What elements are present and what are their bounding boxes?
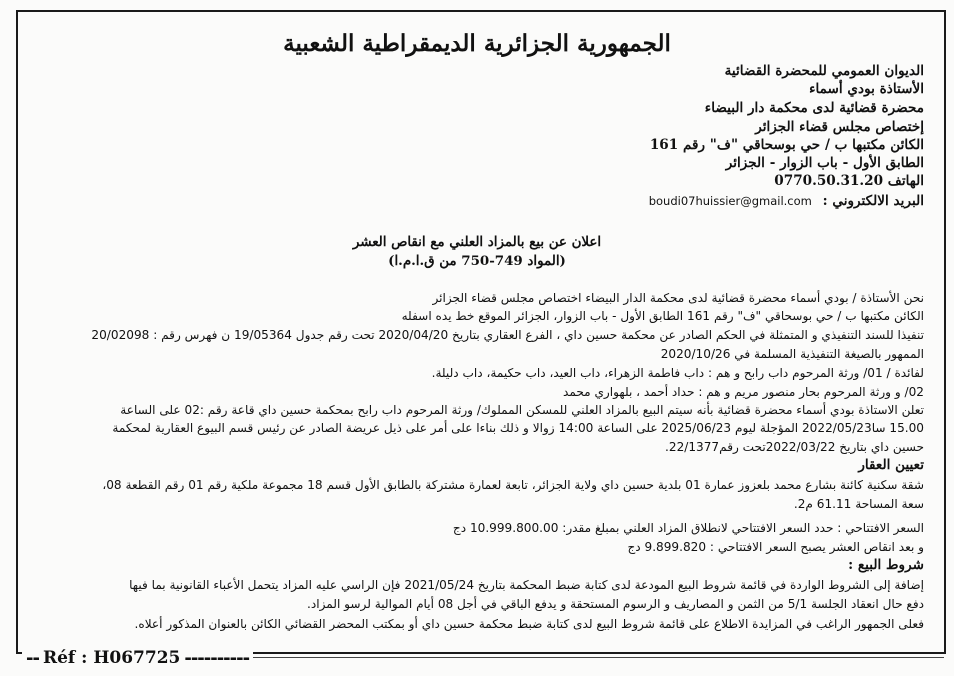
header-line-jurisdiction: إختصاص مجلس قضاء الجزائر	[755, 119, 924, 135]
conditions-line-1: إضافة إلى الشروط الواردة في قائمة شروط البيع المودعة لدى كتابة ضبط المحكمة بتاريخ 2021/05/24 فإن الراسي عليه المزاد يتحمل الأعباء القانونية بما فيها	[129, 578, 924, 592]
announcement-title: اعلان عن بيع بالمزاد العلني مع انقاص العشر	[352, 234, 602, 250]
body-line-5: لفائدة / 01/ ورثة المرحوم داب رابح و هم : داب فاطمة الزهراء، داب العيد، داب حكيمة، داب دليلة.	[431, 366, 924, 380]
reference-dash-right: ----------	[184, 647, 250, 669]
price-line-opening: السعر الافتتاحي : حدد السعر الافتتاحي لانطلاق المزاد العلني بمبلغ مقدر: 10.999.800.00 دج	[452, 521, 924, 535]
header-line-court: محضرة قضائية لدى محكمة دار البيضاء	[704, 100, 924, 116]
header-line-phone: الهاتف 0770.50.31.20	[774, 173, 924, 189]
footer-rule	[190, 657, 944, 658]
header-line-name: الأستاذة بودي أسماء	[809, 81, 924, 97]
announcement-subtitle: (المواد 749-750 من ق.ا.م.ا)	[388, 253, 566, 269]
property-line-2: سعة المساحة 61.11 م2.	[793, 497, 924, 511]
conditions-line-3: فعلى الجمهور الراغب في المزايدة الاطلاع على قائمة شروط البيع لدى كتابة ضبط محكمة حسين داي أو بمكتب المحضر القضائي الكائن بالعنوان المذكور أعلاه.	[134, 617, 924, 631]
email-label: البريد الالكتروني :	[822, 193, 924, 209]
body-line-1: نحن الأستاذة / بودي أسماء محضرة قضائية لدى محكمة الدار البيضاء اختصاص مجلس قضاء الجزائر	[432, 291, 924, 305]
body-line-8: 15.00 سا2022/05/23 المؤجلة ليوم 2025/06/23 على الساعة 14:00 زوالا و ذلك بناءا على أمر على ذيل عريضة الصادر عن رئيس قسم البيوع العقارية لمحكمة	[112, 421, 924, 435]
body-line-7: تعلن الاستاذة بودي أسماء محضرة قضائية بأنه سيتم البيع بالمزاد العلني للمسكن المملوك/ ورثة المرحوم داب رابح بمحكمة حسين داي قاعة رقم :02 على الساعة	[120, 403, 924, 417]
property-line-1: شقة سكنية كائنة بشارع محمد بلعزوز عمارة 01 بلدية حسين داي ولاية الجزائر، تابعة لعمارة مشتركة بالطابق الأول قسم 18 مجموعة ملكية رقم 01 رقم القطعة 08،	[102, 478, 924, 492]
header-line-floor: الطابق الأول - باب الزوار - الجزائر	[725, 155, 924, 171]
reference-tag	[22, 644, 253, 672]
header-line-address: الكائن مكتبها ب / حي بوسحاقي "ف" رقم 161	[649, 137, 924, 153]
document-title: الجمهورية الجزائرية الديمقراطية الشعبية	[283, 30, 671, 57]
email-address: boudi07huissier@gmail.com	[648, 194, 812, 208]
price-line-reduced: و بعد انقاص العشر يصبح السعر الافتتاحي : 9.899.820 دج	[627, 540, 924, 554]
conditions-heading: شروط البيع :	[848, 557, 924, 573]
header-email-line	[649, 193, 924, 209]
conditions-line-2: دفع حال انعقاد الجلسة 5/1 من الثمن و المصاريف و الرسوم المستحقة و يدفع الباقي في أجل 08 أيام الموالية لرسو المزاد.	[307, 597, 924, 611]
body-line-2: الكائن مكتبها ب / حي بوسحاقي "ف" رقم 161 الطابق الأول - باب الزوار، الجزائر الموقع خط يده اسفله	[401, 309, 924, 323]
body-line-3: تنفيذا للسند التنفيذي و المتمثلة في الحكم الصادر عن محكمة حسين داي ، الفرع العقاري بتاريخ 2020/04/20 تحت رقم جدول 19/05364 ن فهرس رقم : 20/02098	[91, 328, 924, 342]
body-line-6: 02/ و ورثة المرحوم بحار منصور مريم و هم : حداد أحمد ، بلهواري محمد	[562, 385, 924, 399]
reference-dash-left: --	[26, 647, 39, 669]
property-heading: تعيين العقار	[858, 457, 924, 473]
reference-code: Réf : H067725	[42, 648, 181, 668]
body-line-4: الممهور بالصيغة التنفيذية المسلمة في 2020/10/26	[660, 347, 924, 361]
body-line-9: حسين داي بتاريخ 2022/03/22تحت رقم22/1377.	[665, 440, 924, 454]
header-line-office: الديوان العمومي للمحضرة القضائية	[724, 63, 924, 79]
